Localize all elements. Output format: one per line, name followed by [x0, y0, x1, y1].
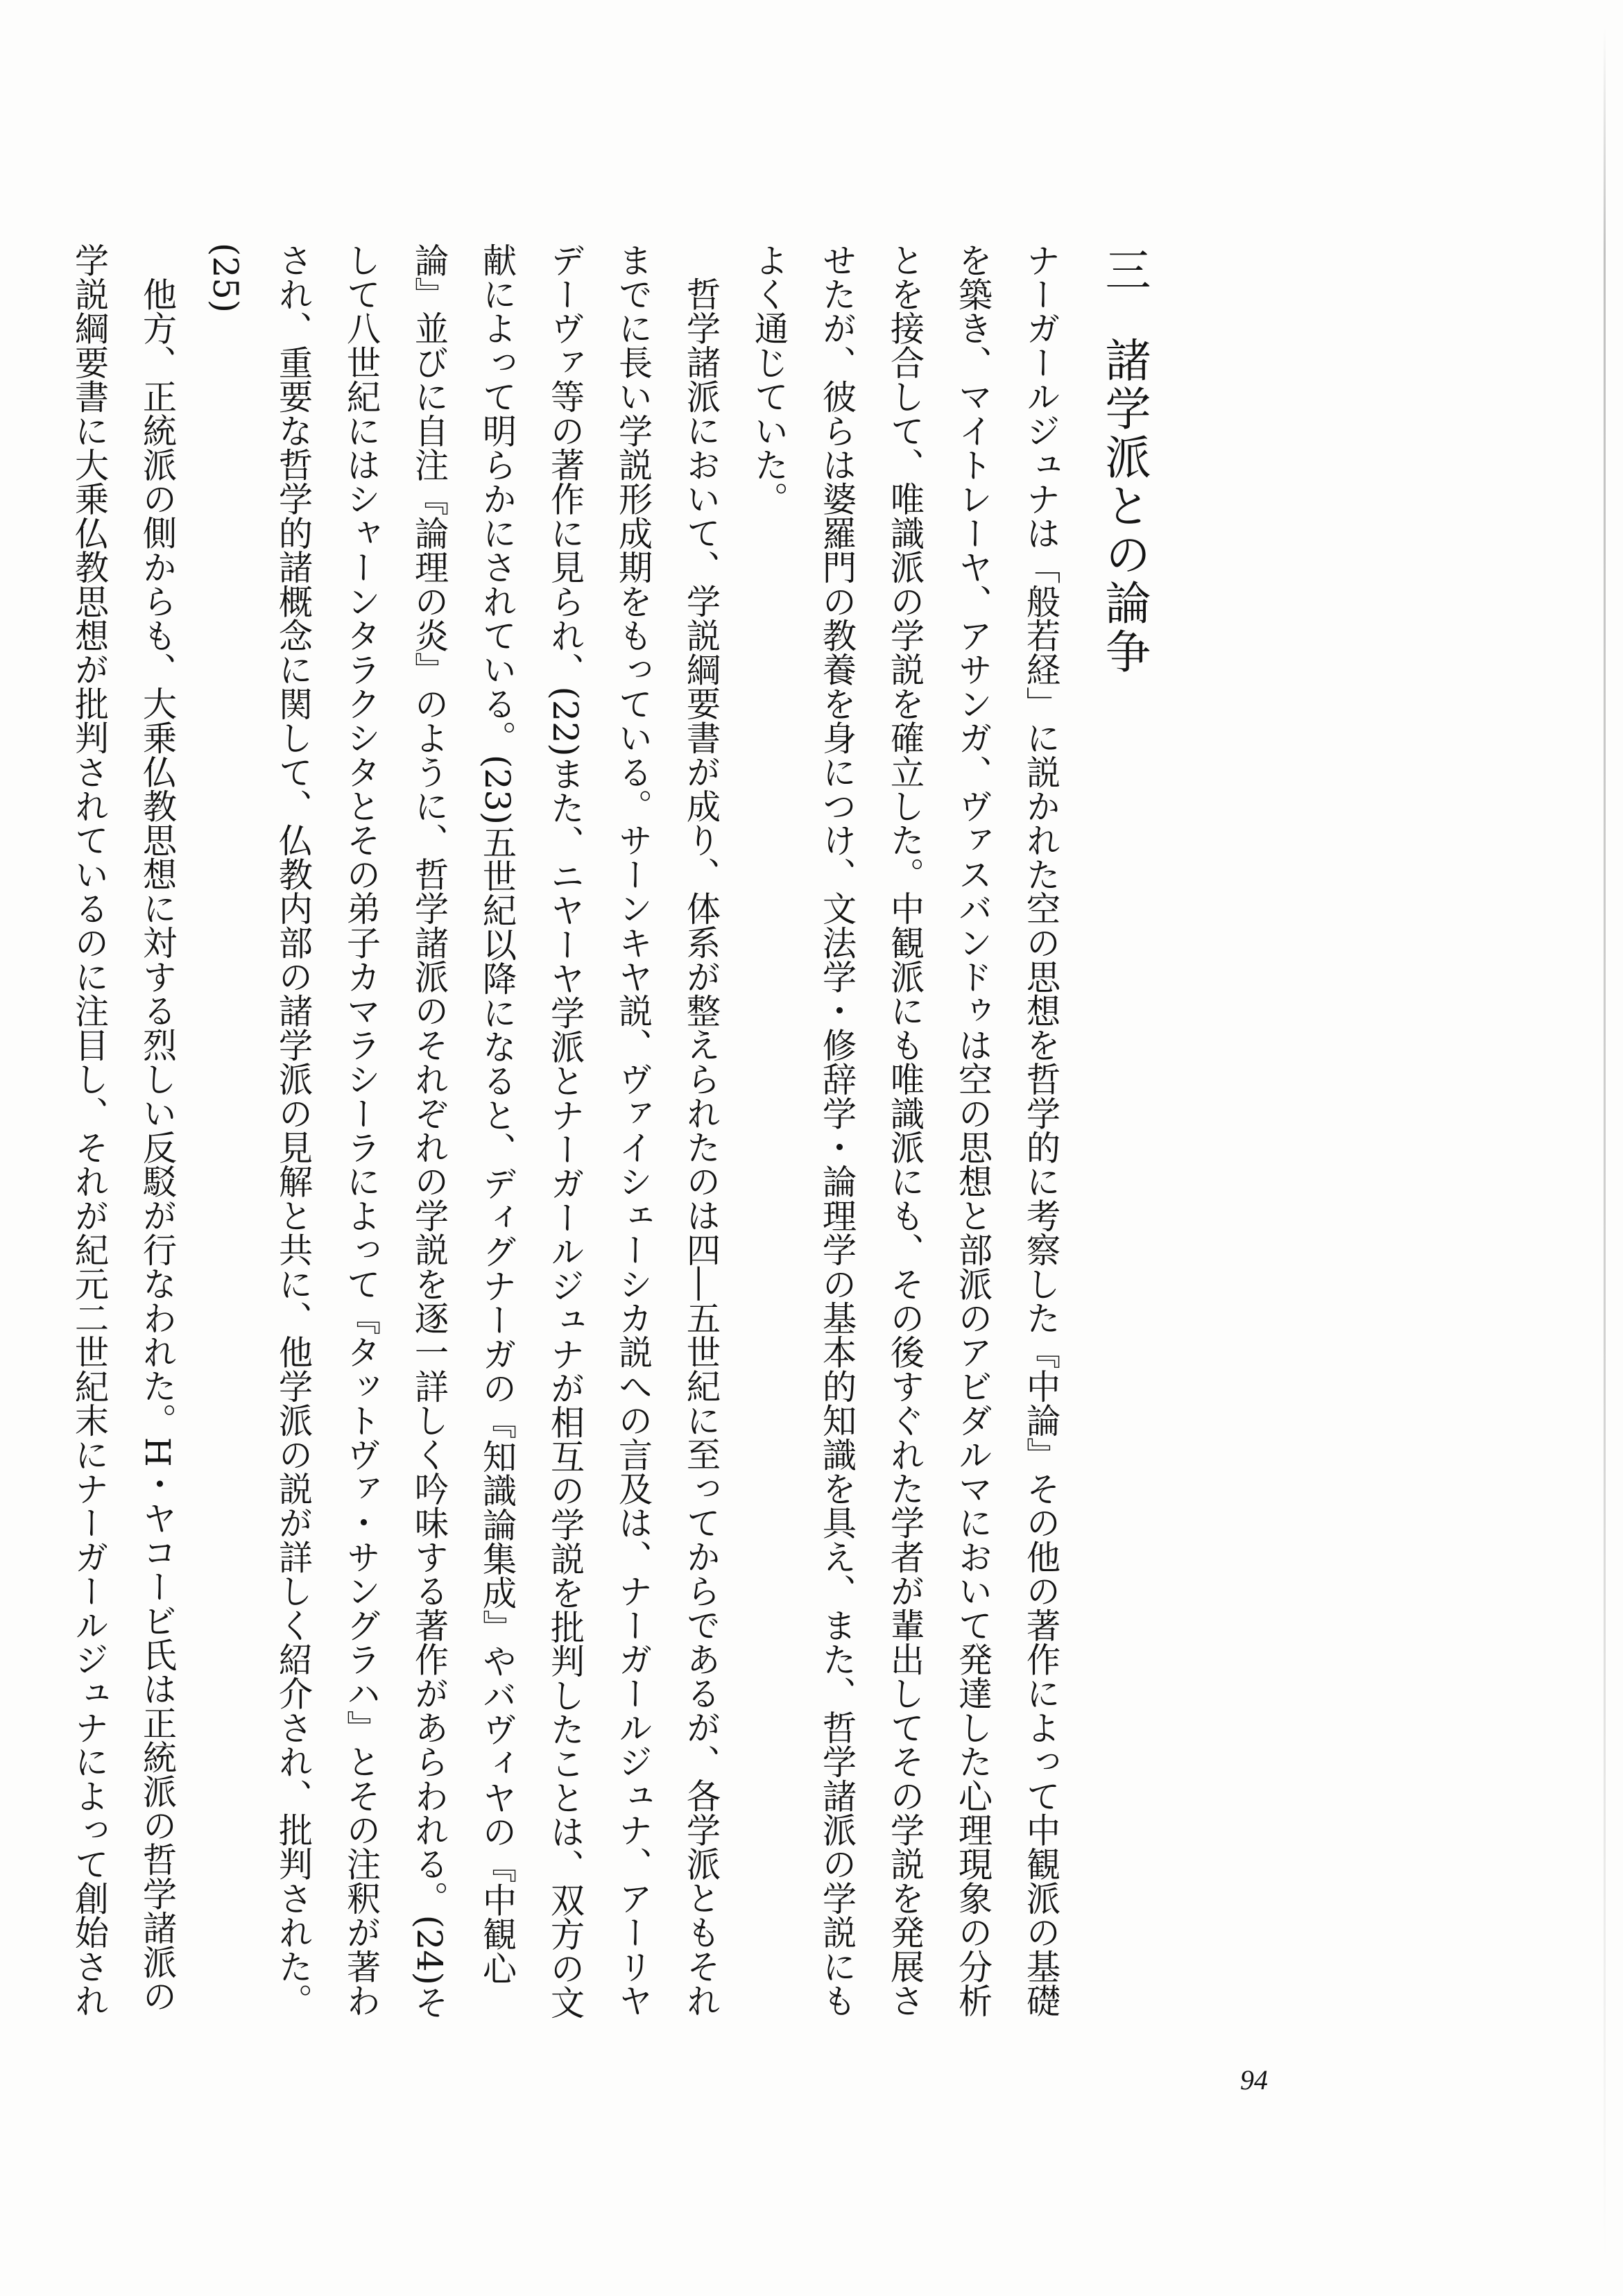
paragraph-3: 他方、正統派の側からも、大乗仏教思想に対する烈しい反駁が行なわれた。H・ヤコービ氏は正統派の哲学諸派の学説綱要書に大乗仏教思想が批判されているのに注目し、それが紀元二世紀末にナーガールジュナによって創始され: [69, 243, 178, 2018]
paragraph-1: ナーガールジュナは「般若経」に説かれた空の思想を哲学的に考察した『中論』その他の著作によって中観派の基礎を築き、マイトレーヤ、アサンガ、ヴァスバンドゥは空の思想と部派のアビダルマにおいて発達した心理現象の分析とを接合して、唯識派の学説を確立した。中観派にも唯識派にも、その後すぐれた学者が輩出してその学説を発展させたが、彼らは婆羅門の教養を身につけ、文法学・修辞学・論理学の基本的知識を具え、また、哲学諸派の学説にもよく通じていた。: [749, 243, 1061, 2018]
section-number: 三: [1097, 246, 1151, 295]
section-heading: [1096, 246, 1151, 676]
scan-edge-line: [1604, 28, 1606, 2261]
body-text: [69, 243, 1075, 2025]
section-title: 諸学派との論争: [1097, 336, 1151, 676]
paragraph-2: 哲学諸派において、学説綱要書が成り、体系が整えられたのは四―五世紀に至ってからであるが、各学派ともそれまでに長い学説形成期をもっている。サーンキヤ説、ヴァイシェーシカ説への言及は、ナーガールジュナ、アーリヤデーヴァ等の著作に見られ、(22)また、ニヤーヤ学派とナーガールジュナが相互の学説を批判したことは、双方の文献によって明らかにされている。(23)五世紀以降になると、ディグナーガの『知識論集成』やバヴィヤの『中観心論』並びに自注『論理の炎』のように、哲学諸派のそれぞれの学説を逐一詳しく吟味する著作があらわれる。(24)そして八世紀にはシャーンタラクシタとその弟子カマラシーラによって『タットヴァ・サングラハ』とその注釈が著わされ、重要な哲学的諸概念に関して、仏教内部の諸学派の見解と共に、他学派の説が詳しく紹介され、批判された。(25): [205, 243, 721, 2019]
page-number: 94: [1240, 2064, 1268, 2096]
